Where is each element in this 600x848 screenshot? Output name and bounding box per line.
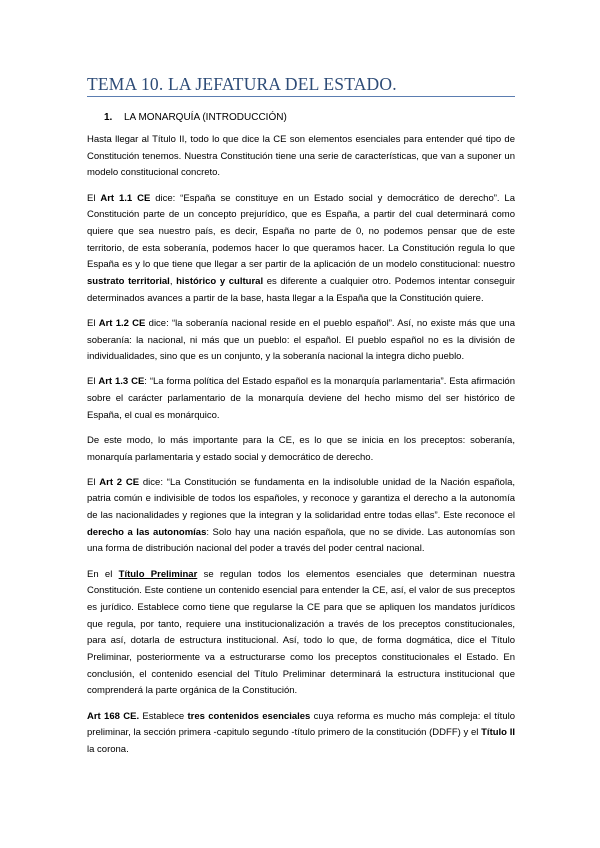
paragraph-art-2 xyxy=(87,475,515,559)
text-run: : “La forma política del Estado español es la monarquía parlamentaria”. Esta afirmación sobre el carácter parlamentario de la monarquía deviene del hecho mismo del ser histórico de España, el cual es monárquico. xyxy=(87,376,515,421)
text-run: El xyxy=(87,192,101,204)
emphasis: histórico y cultural xyxy=(176,276,264,288)
emphasis: derecho a las autonomías xyxy=(87,526,207,538)
article-ref: Art 168 CE. xyxy=(87,710,140,722)
text-run: dice: “España se constituye en un Estado social y democrático de derecho”. La Constitución parte de un concepto prejurídico, que es España, a partir del cual determinará como quiere que sea nuestro país, es decir, España no parte de 0, no podemos pensar que de este territorio, de esta soberanía, podemos hacer lo que queramos hacer. La Constitución regula lo que España es y lo que tiene que llegar a ser partir de la aplicación de un modelo constitucional: nuestro xyxy=(87,192,516,271)
section-heading xyxy=(104,112,287,123)
section-number: 1. xyxy=(104,112,113,123)
paragraph-art-168 xyxy=(87,709,515,759)
article-ref: Art 1.3 CE xyxy=(98,376,145,388)
document-body xyxy=(87,132,515,767)
emphasis: Título II xyxy=(481,727,515,739)
paragraph-art-1-1 xyxy=(87,191,515,308)
emphasis-underlined: Título Preliminar xyxy=(118,568,198,580)
text-run: , xyxy=(169,276,177,288)
paragraph-titulo-preliminar xyxy=(87,567,515,701)
paragraph-summary: De este modo, lo más importante para la CE, es lo que se inicia en los preceptos: soberanía, monarquía parlamentaria y estado social y democrático de derecho. xyxy=(87,434,515,463)
text-run: dice: “la soberanía nacional reside en el pueblo español”. Así, no existe más que una soberanía: la nacional, ni más que un pueblo: el español. El pueblo español no es la división de individualidades, sino que es un conjunto, y la soberanía nacional la integra dicho pueblo. xyxy=(87,317,515,363)
text-run: la corona. xyxy=(87,743,129,755)
text-run: El xyxy=(87,317,99,329)
text-run: En el xyxy=(87,568,119,580)
text-run: El xyxy=(87,476,100,488)
paragraph-art-1-3 xyxy=(87,374,515,424)
section-label: LA MONARQUÍA (INTRODUCCIÓN) xyxy=(124,112,287,123)
emphasis: tres contenidos esenciales xyxy=(187,710,311,722)
article-ref: Art 2 CE xyxy=(99,476,140,488)
article-ref: Art 1.2 CE xyxy=(98,317,146,329)
paragraph-intro: Hasta llegar al Título II, todo lo que dice la CE son elementos esenciales para entender qué tipo de Constitución tenemos. Nuestra Constitución tiene una serie de características, que van a suponer un modelo constitucional concreto. xyxy=(87,134,515,179)
text-run: se regulan todos los elementos esenciales que determinan nuestra Constitución. Este contiene un contenido esencial para entender la CE, así, el valor de sus preceptos es jurídico. Establece como tiene que regularse la CE para que se apliquen los mandatos jurídicos que regula, por tanto, requiere una institucionalización a través de los preceptos constitucionales, para así, dotarla de estructura institucional. Así, todo lo que, de forma dogmática, dice el Título Preliminar, posteriormente va a estructurarse como los preceptos constitucionales el Estado. En conclusión, el contenido esencial del Título Preliminar determinará la estructura institucional que comprenderá la parte orgánica de la Constitución. xyxy=(87,568,515,697)
text-run: es diferente a cualquier otro. Podemos intentar conseguir determinados avances a partir de la base, hasta llegar a la España que la Constitución quiere. xyxy=(87,276,516,304)
paragraph-art-1-2 xyxy=(87,316,515,366)
article-ref: Art 1.1 CE xyxy=(100,192,151,204)
text-run: Establece xyxy=(139,710,188,722)
text-run: : Solo hay una nación española, que no se divide. Las autonomías son una forma de distribución nacional del poder a través del poder central nacional. xyxy=(87,526,515,555)
text-run: dice: “La Constitución se fundamenta en la indisoluble unidad de la Nación española, patria común e indivisible de todos los españoles, y reconoce y garantiza el derecho a la autonomía de las nacionalidades y regiones que la integran y la solidaridad entre todas ellas”. Este reconoce el xyxy=(87,476,516,522)
text-run: cuya reforma es mucho más compleja: el título preliminar, la sección primera -capitulo segundo -título primero de la constitución (DDFF) y el xyxy=(87,710,515,739)
page-title: TEMA 10. LA JEFATURA DEL ESTADO. xyxy=(87,74,397,94)
title-underline xyxy=(87,96,515,97)
text-run: El xyxy=(87,376,99,388)
emphasis: sustrato territorial xyxy=(87,276,170,288)
